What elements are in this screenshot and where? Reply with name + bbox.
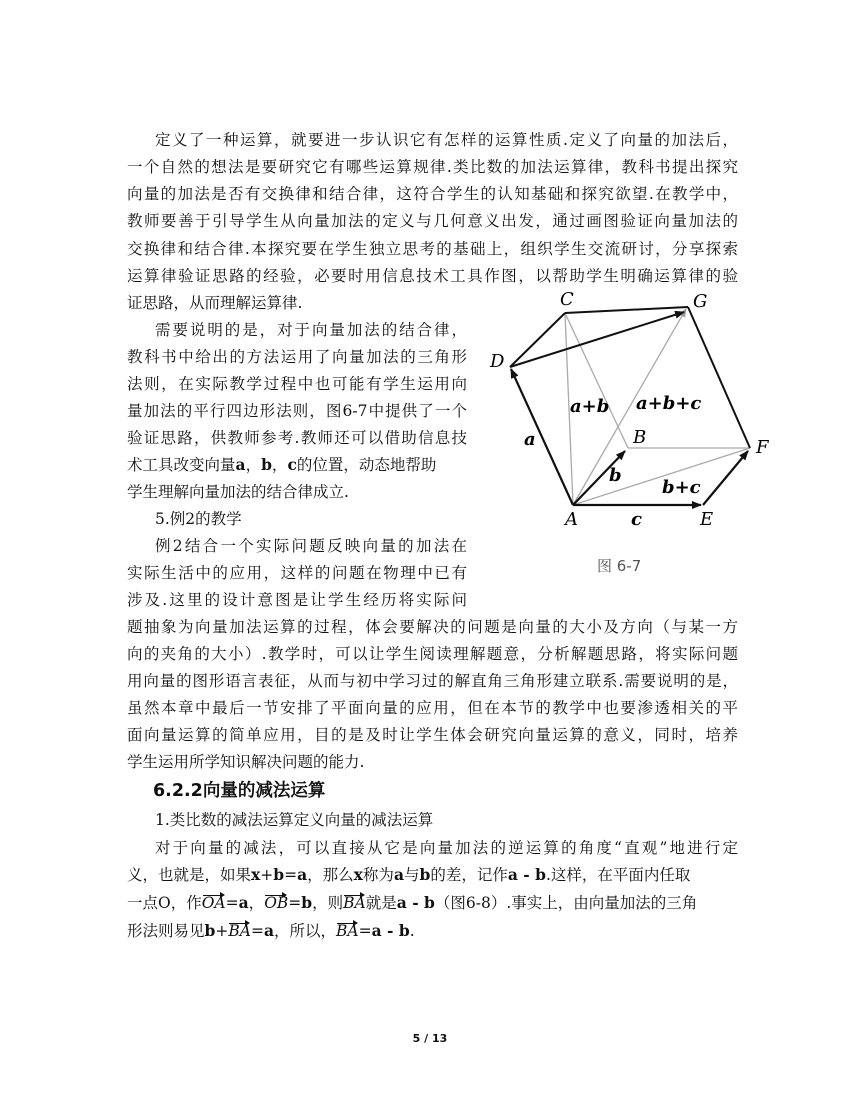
text-line: 教师要善于引导学生从向量加法的定义与几何意义出发，通过画图验证向量加法的 [127,212,738,230]
edge-GF [688,307,750,448]
punct: ， [248,894,265,912]
vector-a [511,369,573,505]
text-span: ，则 [312,894,344,912]
text-line: 题抽象为向量加法运算的过程，体会要解决的问题是向量的大小及方向（与某一方 [127,618,738,636]
text-line: 学生运用所学知识解决问题的能力. [127,753,365,771]
text-span: ，所以， [274,922,337,940]
point-B: B [633,427,647,448]
vector-a: a [263,921,274,940]
vector-BA: BA [336,922,359,940]
label-a: a [524,429,536,450]
vector-x: x [251,865,261,884]
text-line: 虽然本章中最后一节安排了平面向量的应用，但在本节的教学中也要渗透相关的平 [127,699,738,717]
text-line: 涉及.这里的设计意图是让学生经历将实际问 [127,591,467,609]
vector-x: x [353,865,363,884]
label-a-plus-b: a+b [570,396,610,417]
label-a-plus-b-plus-c: a+b+c [636,393,702,414]
expr-a-minus-b: a - b [396,893,435,912]
text-line [127,893,697,913]
text-span: ，那么 [307,866,354,884]
punct: ， [245,456,262,474]
text-span: 的差，记作 [430,866,508,884]
text-line [127,865,690,885]
text-line: 实际生活中的应用，这样的问题在物理中已有 [127,564,467,582]
text-line: 学生理解向量加法的结合律成立. [127,483,349,501]
vector-c: c [287,455,297,474]
vector-a: a [235,455,246,474]
point-G: G [693,291,708,312]
text-line: 教科书中给出的方法运用了向量加法的三角形 [127,348,467,366]
expr-a-minus-b: a - b [507,865,546,884]
text-line: 验证思路，供教师参考.教师还可以借助信息技 [127,429,467,447]
vector-BA: BA [343,894,366,912]
text-span: 的位置，动态地帮助 [296,456,437,474]
text-line: 量加法的平行四边形法则，图6-7中提供了一个 [127,402,467,420]
vector-OA: OA [201,894,226,912]
text-line: 交换律和结合律.本探究要在学生独立思考的基础上，组织学生交流研讨，分享探索 [127,240,738,258]
punct: ， [271,456,288,474]
vector-a: a [393,865,404,884]
text-line: 面向量运算的简单应用，目的是及时让学生体会研究向量运算的意义，同时，培养 [127,726,738,744]
text-line: 向的夹角的大小）.教学时，可以让学生阅读理解题意，分析解题思路，将实际问题 [127,645,738,663]
text-span: 一点O，作 [127,894,202,912]
text-line: 运算律验证思路的经验，必要时用信息技术工具作图，以帮助学生明确运算律的验 [127,267,738,285]
text-line: 例2结合一个实际问题反映向量的加法在 [155,537,467,555]
text-span: （图6-8）.事实上，由向量加法的三角 [434,894,698,912]
text-span: 就是 [365,894,397,912]
vector-b: b [204,921,216,940]
text-line: 一个自然的想法是要研究它有哪些运算规律.类比数的加法运算律，教科书提出探究 [127,158,738,176]
op: = [284,866,298,884]
label-b: b [609,465,622,486]
vector-b: b [419,865,431,884]
text-span: 与 [403,866,420,884]
text-line [127,921,415,941]
text-line: 用向量的图形语言表征，从而与初中学习过的解直角三角形建立联系.需要说明的是， [127,672,738,690]
vector-b: b [273,865,285,884]
sub-heading: 1.类比数的减法运算定义向量的减法运算 [155,811,434,829]
op: + [260,866,274,884]
expr-a-minus-b: a - b [371,921,410,940]
op: + [215,922,229,940]
label-c: c [631,509,642,530]
text-line: 定义了一种运算，就要进一步认识它有怎样的运算性质.定义了向量的加法后， [155,131,738,149]
label-b-plus-c: b+c [662,477,701,498]
op: = [250,922,264,940]
vector-a: a [297,865,308,884]
vector-a: a [238,893,249,912]
figure-caption: 图 6-7 [597,557,642,575]
text-line [127,455,436,475]
vector-OB: OB [264,894,289,912]
point-F: F [756,437,769,458]
point-A: A [565,509,578,530]
text-line: 法则，在实际教学过程中也可能有学生运用向 [127,375,467,393]
text-line: 需要说明的是，对于向量加法的结合律， [155,321,467,339]
text-line: 向量的加法是否有交换律和结合律，这符合学生的认知基础和探究欲望.在教学中， [127,185,738,203]
example-heading: 5.例2的教学 [155,510,242,528]
vector-b-plus-c [703,451,748,505]
text-span: 形法则易见 [127,922,205,940]
text-span: 称为 [362,866,394,884]
op: = [288,894,302,912]
edge-CG [565,307,688,313]
page-number: 5 / 13 [412,1032,448,1045]
vector-b: b [261,455,272,474]
text-line: 对于向量的减法，可以直接从它是向量加法的逆运算的角度“直观”地进行定 [155,839,738,857]
point-D: D [490,351,505,372]
op: = [225,894,239,912]
figure-6-7 [488,285,788,585]
text-span: 义，也就是，如果 [127,866,252,884]
section-heading: 6.2.2向量的减法运算 [153,781,326,801]
punct: . [409,922,415,940]
text-span: .这样，在平面内任取 [545,866,691,884]
point-C: C [560,289,574,310]
text-span: 术工具改变向量 [127,456,236,474]
point-E: E [700,509,714,530]
vector-BA: BA [228,922,251,940]
vector-b: b [301,893,313,912]
op: = [358,922,372,940]
text-line: 证思路，从而理解运算律. [127,294,303,312]
